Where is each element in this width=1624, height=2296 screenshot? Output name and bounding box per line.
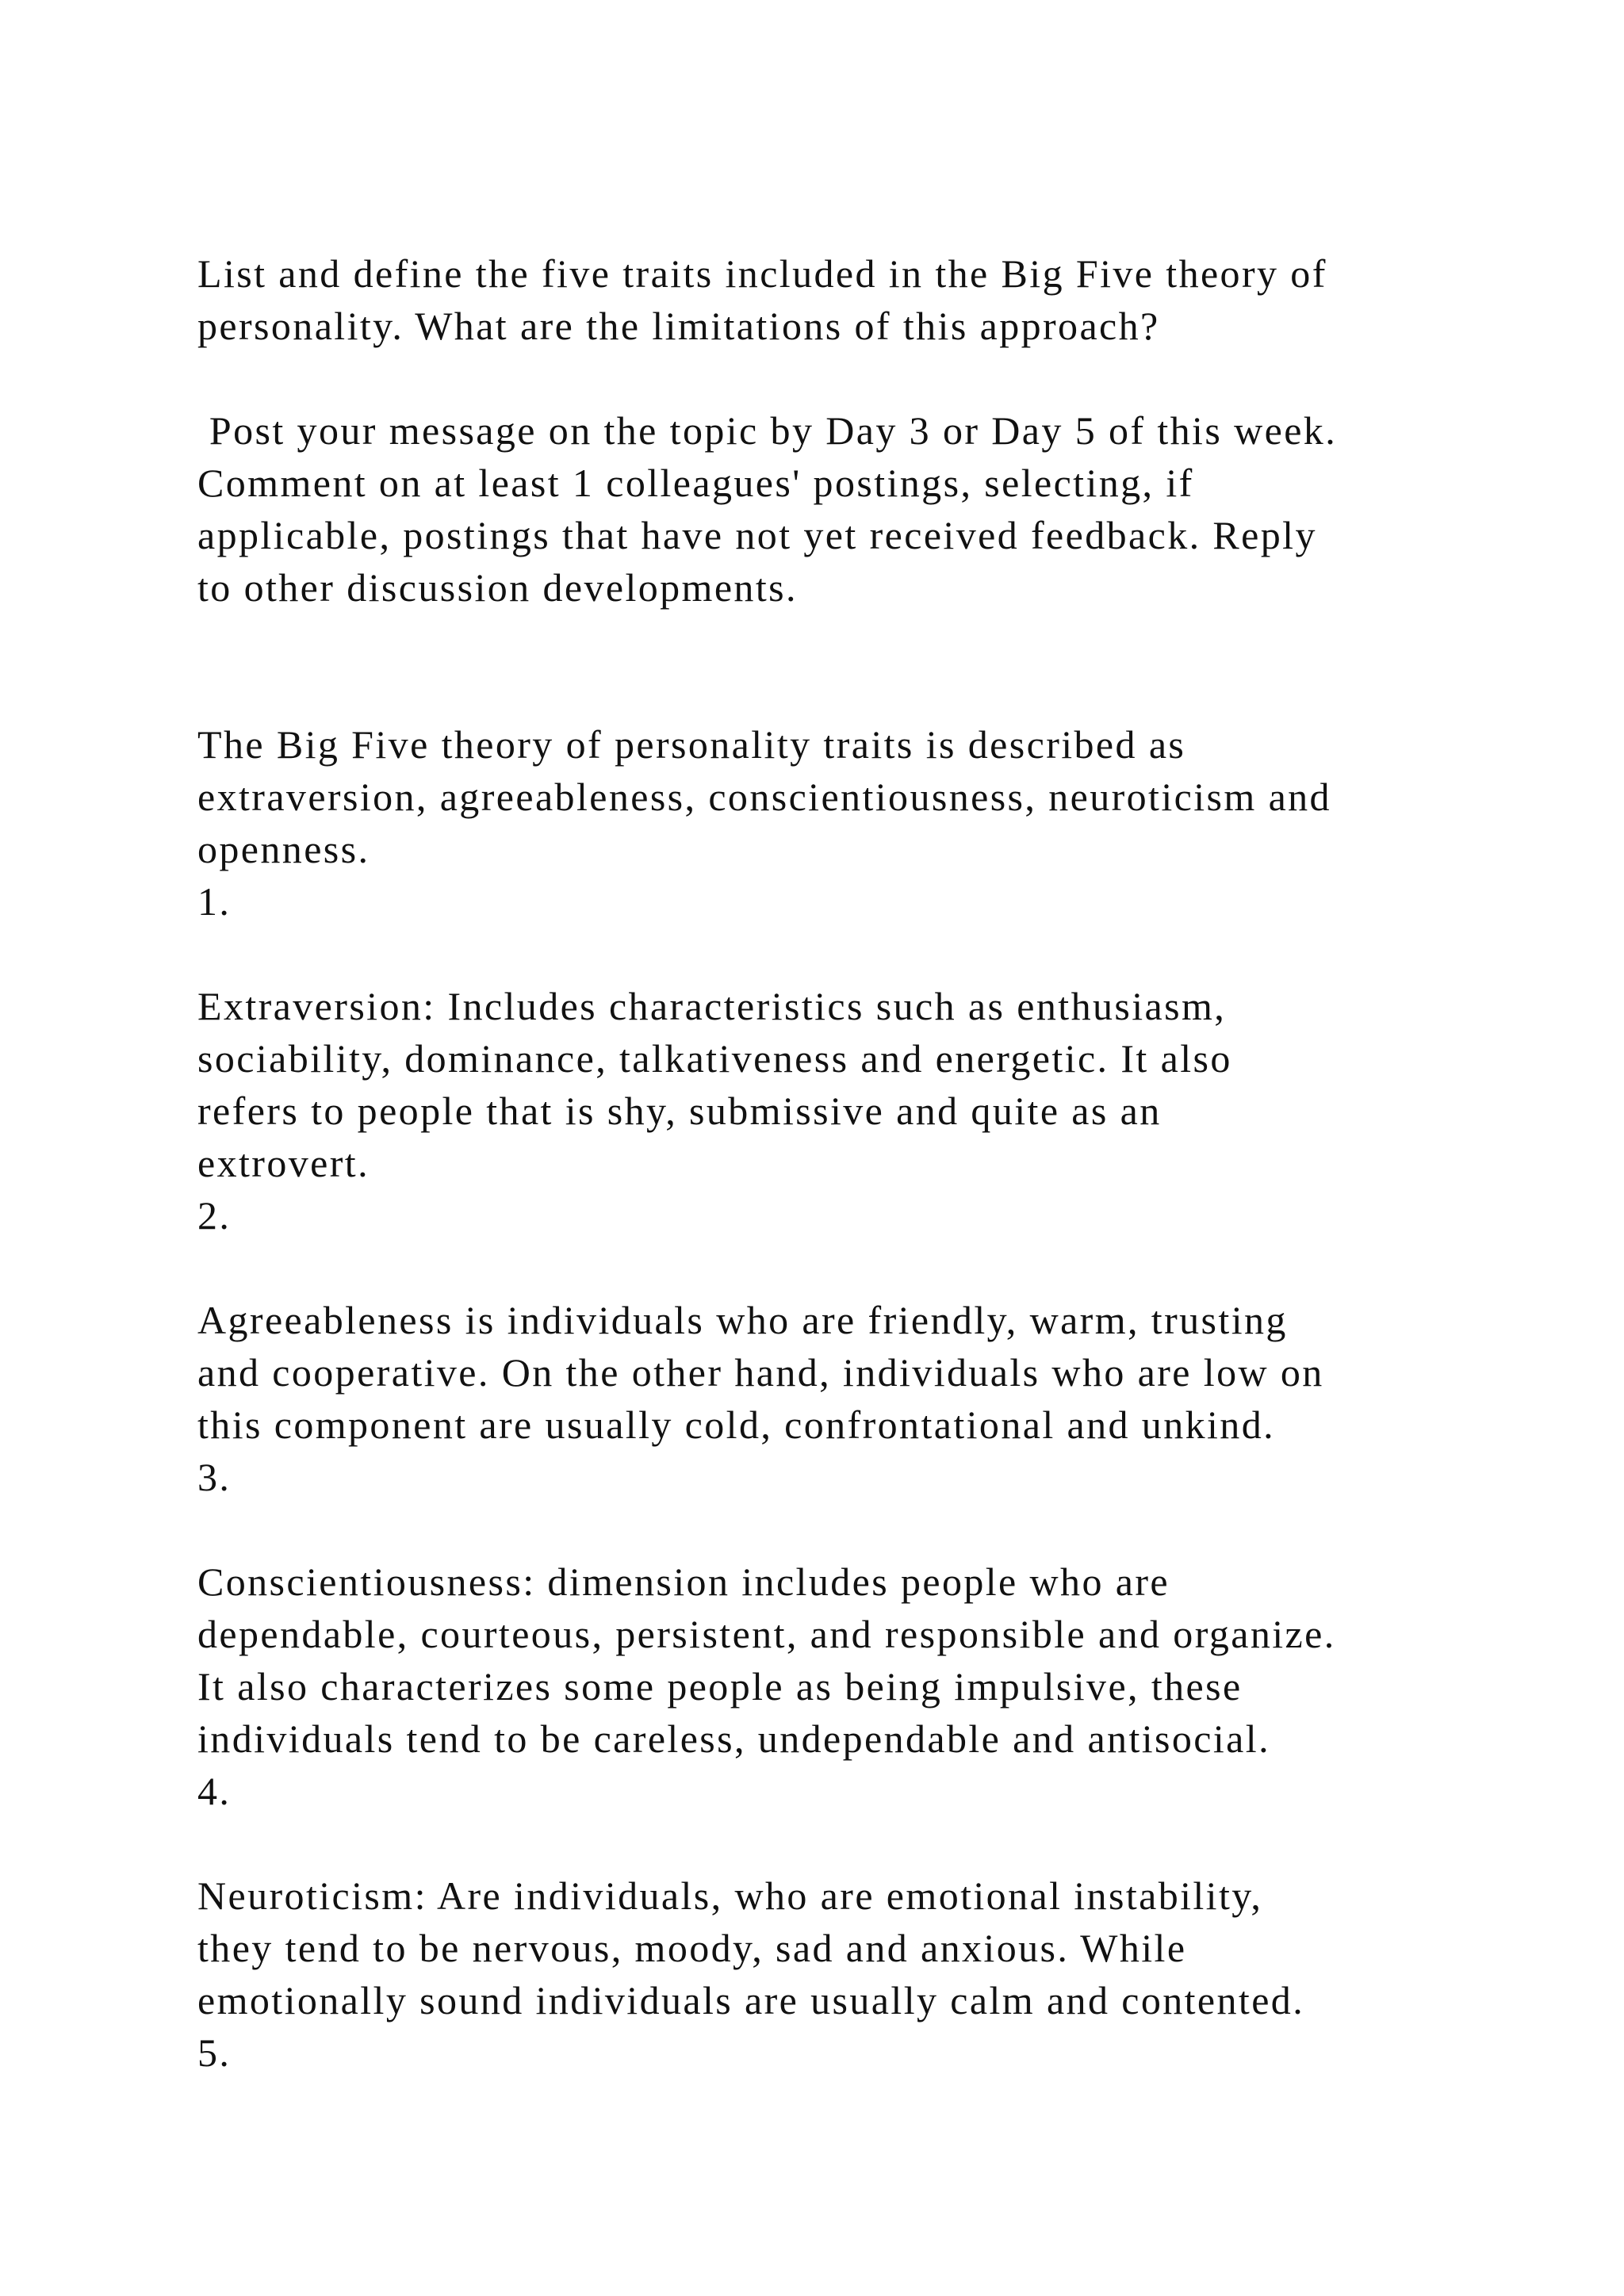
- text-line: [197, 1817, 1506, 1869]
- list-number: 4.: [197, 1769, 232, 1813]
- text-line: [197, 928, 1506, 980]
- text-line: extraversion, agreeableness, conscientiousness, neuroticism and: [197, 775, 1331, 819]
- text-line: Agreeableness is individuals who are friendly, warm, trusting: [197, 1298, 1288, 1342]
- text-line: applicable, postings that have not yet received feedback. Reply: [197, 513, 1317, 557]
- list-number: 1.: [197, 879, 232, 924]
- text-line: [197, 1242, 1506, 1294]
- text-line: [197, 352, 1506, 404]
- text-line: to other discussion developments.: [197, 565, 798, 610]
- text-line: this component are usually cold, confrontational and unkind.: [197, 1402, 1275, 1447]
- text-line: extrovert.: [197, 1141, 370, 1185]
- text-line: and cooperative. On the other hand, individuals who are low on: [197, 1350, 1324, 1395]
- text-line: Extraversion: Includes characteristics such as enthusiasm,: [197, 984, 1227, 1028]
- text-line: [197, 1503, 1506, 1556]
- text-line: List and define the five traits included in the Big Five theory of: [197, 251, 1327, 296]
- text-line: It also characterizes some people as being impulsive, these: [197, 1664, 1243, 1709]
- text-line: [197, 614, 1506, 666]
- text-line: openness.: [197, 827, 370, 871]
- text-line: they tend to be nervous, moody, sad and anxious. While: [197, 1926, 1187, 1970]
- text-line: individuals tend to be careless, undependable and antisocial.: [197, 1716, 1270, 1761]
- text-line: Post your message on the topic by Day 3 or Day 5 of this week.: [197, 408, 1338, 453]
- text-line: Neuroticism: Are individuals, who are emotional instability,: [197, 1873, 1263, 1918]
- text-line: dependable, courteous, persistent, and responsible and organize.: [197, 1612, 1336, 1656]
- text-line: [197, 666, 1506, 718]
- text-line: personality. What are the limitations of this approach?: [197, 304, 1160, 348]
- list-number: 2.: [197, 1193, 232, 1238]
- document-body: [197, 247, 1506, 2079]
- text-line: Conscientiousness: dimension includes people who are: [197, 1559, 1170, 1604]
- list-number: 5.: [197, 2030, 232, 2075]
- list-number: 3.: [197, 1455, 232, 1499]
- text-line: The Big Five theory of personality traits is described as: [197, 722, 1186, 767]
- text-line: emotionally sound individuals are usually calm and contented.: [197, 1978, 1305, 2022]
- text-line: Comment on at least 1 colleagues' postings, selecting, if: [197, 461, 1194, 505]
- text-line: sociability, dominance, talkativeness and energetic. It also: [197, 1036, 1232, 1081]
- text-line: refers to people that is shy, submissive and quite as an: [197, 1089, 1162, 1133]
